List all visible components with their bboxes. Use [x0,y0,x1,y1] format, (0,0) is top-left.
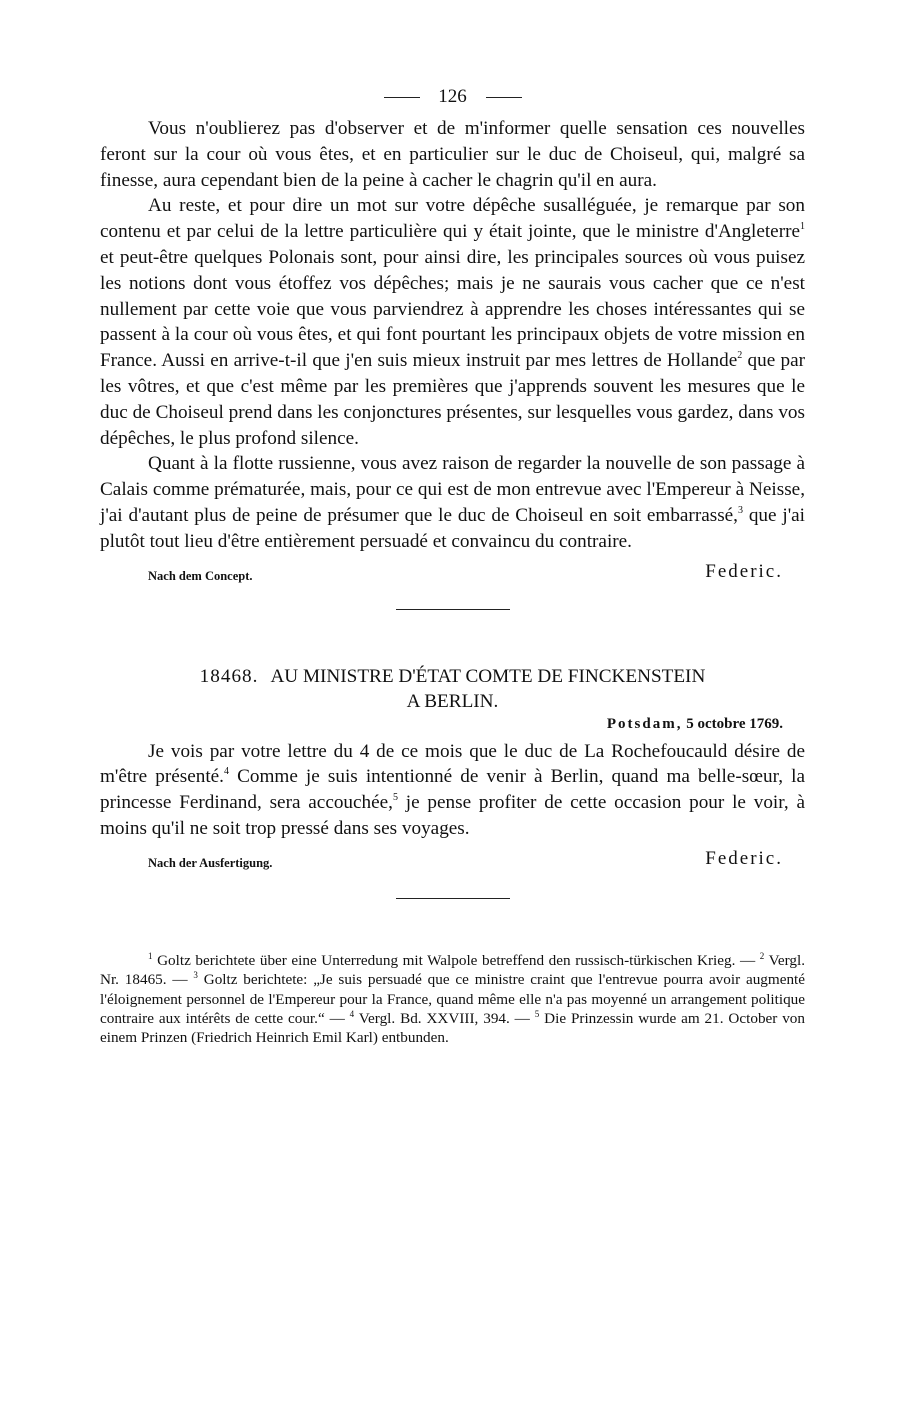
letter-2-place: Potsdam, [606,715,683,732]
letter-2-signature: Federic. [705,847,783,869]
header-dash-right [486,97,522,98]
footnote-reference: 2 [737,350,743,362]
footnote-number: 5 [534,1008,540,1019]
header-dash-left [384,97,420,98]
letter-1-closing [100,559,805,591]
footnote-text: $^1$ Goltz berichtete über eine Unterredung mit Walpole betreffend den russisch-türkischen Krieg. — $^2$ Vergl. Nr. 18465. — $^3$ Goltz berichtete: „Je suis persuadé que ce ministre craint que l'entrevue pourra avoir augmenté l'éloignement personnel de l'Empereur pour la France, quand même elle n'a pas moyenné un arrangement politique contraire aux intérêts de cette cour.“ — $^4$ Vergl. Bd. XXVIII, 394. — $^5$ Die Prinzessin wurde am 21. October von einem Prinzen (Friedrich Heinrich Emil Karl) entbunden. [100,950,806,1047]
letter-2-closing [100,846,805,878]
letter-1-paragraph: Au reste, et pour dire un mot sur votre dépêche susalléguée, je remarque par son contenu et par celui de la lettre particulière qui y était jointe, que le ministre d'Angleterre$^1$ et peut-être quelques Polonais sont, pour ainsi dire, les principales sources où vous puisez les notions dont vous étoffez vos dépêches; mais je ne saurais vous cacher que ce n'est nullement par cette voie que vous parviendrez à apprendre les choses intéressantes qui se passent à la cour où vous êtes, et qui font pourtant les principaux objets de votre mission en France. Aussi en arrive-t-il que j'en suis mieux instruit par mes lettres de Hollande$^2$ que par les vôtres, et que c'est même par les premières que j'apprends souvent les mesures que le duc de Choiseul prend dans les conjonctures présentes, sur lesquelles vous gardez, dans vos dépêches, le plus profond silence. [100,195,805,449]
letter-2-paragraph: Je vois par votre lettre du 4 de ce mois que le duc de La Rochefoucauld désire de m'être présenté.$^4$ Comme je suis intentionné de venir à Berlin, quand ma belle-sœur, la princesse Ferdinand, sera accouchée,$^5$ je pense profiter de cette occasion pour le voir, à moins qu'il ne soit trop pressé dans ses voyages. [100,740,805,839]
footnote-number: 2 [759,950,765,961]
letter-2-heading [100,664,805,714]
footnotes [100,951,805,1048]
page-header [100,82,805,116]
footnote-reference: 5 [392,792,398,804]
letter-1-signature: Federic. [705,560,783,582]
footnote-reference: 1 [800,221,805,233]
letter-2-dateline [100,716,805,733]
letter-1-source-note: Nach dem Concept. [148,568,253,583]
footnote-reference: 3 [737,504,743,516]
footnote-divider [396,898,510,899]
letter-2-date: 5 octobre 1769. [686,715,783,732]
letter-2-title-line-2: A BERLIN. [406,690,499,712]
letter-2-source-note: Nach der Ausfertigung. [148,855,273,870]
letter-2-title-line-1 [100,664,805,689]
footnote-number: 1 [148,950,153,961]
footnote-reference: 4 [223,766,229,778]
letter-2-number: 18468. [199,665,259,687]
letter-2-body [100,739,805,842]
section-divider [396,609,510,610]
footnote-number: 3 [193,970,198,981]
letter-1-paragraph: Vous n'oublierez pas d'observer et de m'informer quelle sensation ces nouvelles feront sur la cour où vous êtes, et en particulier sur le duc de Choiseul, qui, malgré sa finesse, aura cependant bien de la peine à cacher le chagrin qu'il en aura. [100,118,805,191]
letter-2-recipient: AU MINISTRE D'ÉTAT COMTE DE FINCKENSTEIN [270,665,706,687]
document-page [100,82,805,1048]
footnote-number: 4 [349,1008,355,1019]
page-number: 126 [438,86,467,107]
letter-1-paragraph: Quant à la flotte russienne, vous avez raison de regarder la nouvelle de son passage à Calais comme prématurée, mais, pour ce qui est de mon entrevue avec l'Empereur à Neisse, j'ai d'autant plus de peine de présumer que le duc de Choiseul en soit embarrassé,$^3$ que j'ai plutôt tout lieu d'être entièrement persuadé et convaincu du contraire. [100,453,806,552]
letter-1-body [100,116,805,555]
